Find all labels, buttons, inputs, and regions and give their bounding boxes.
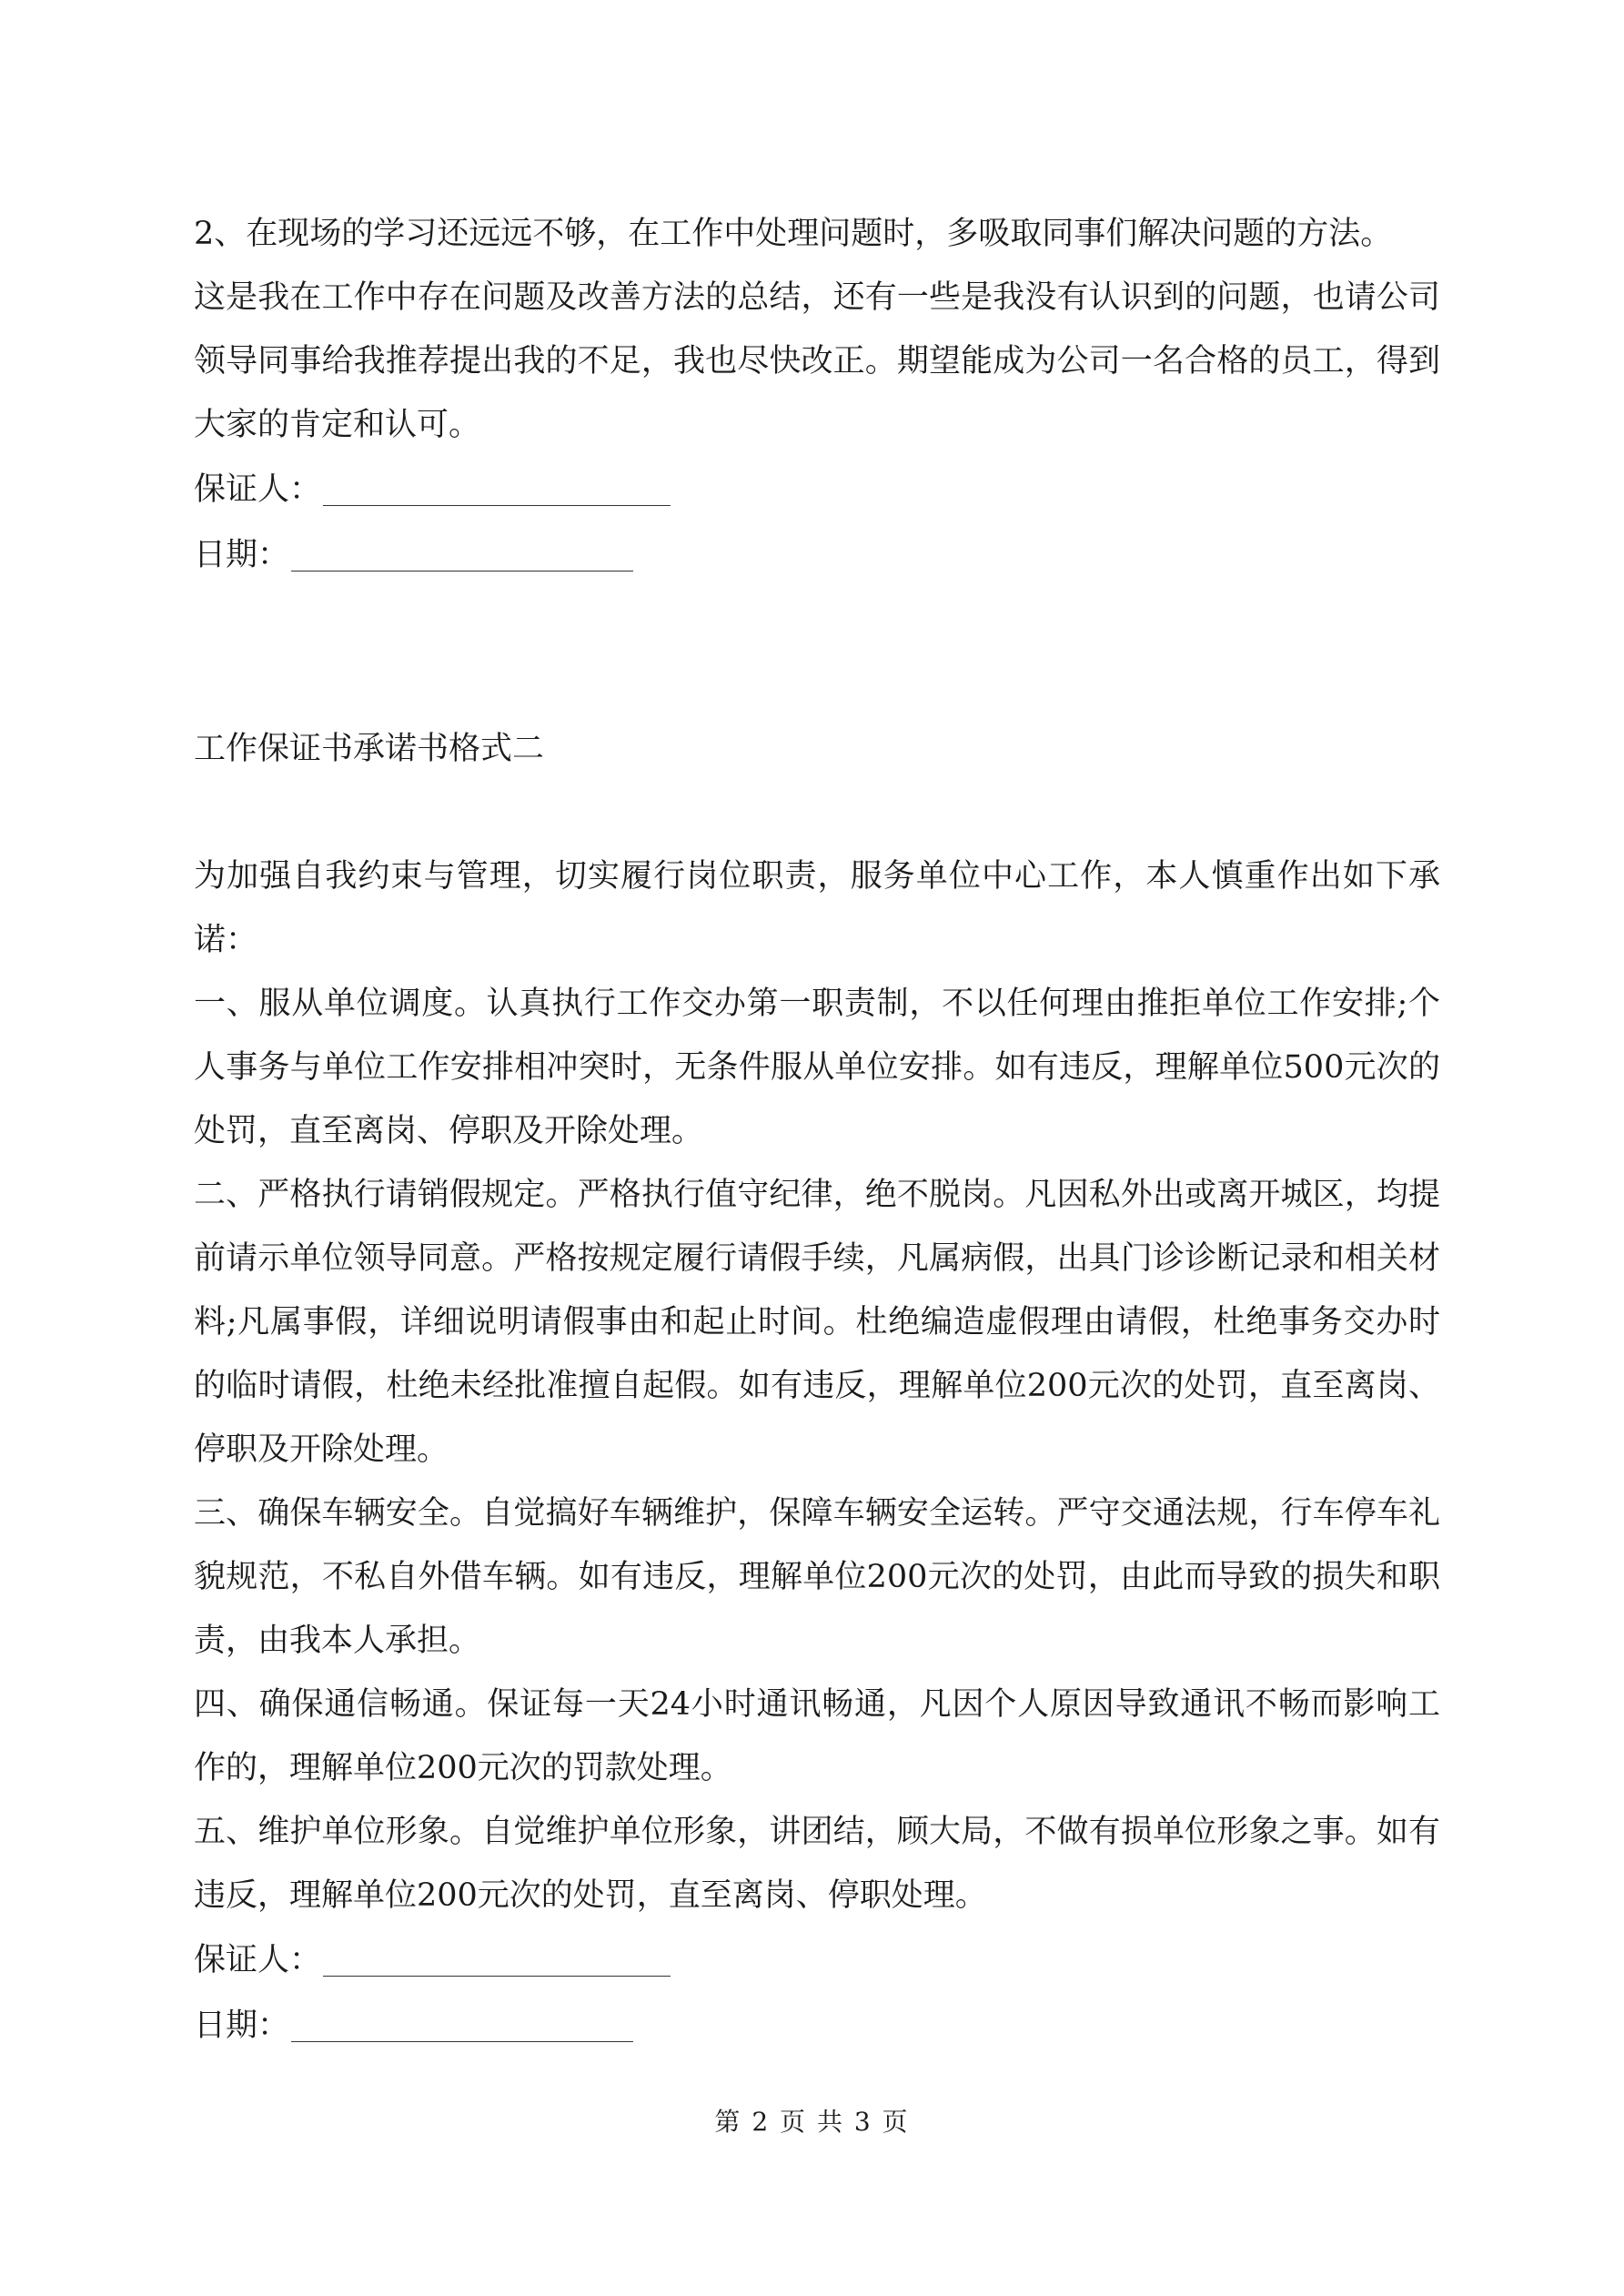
page-number-footer: 第 2 页 共 3 页 (714, 2107, 910, 2137)
signer-blank-line[interactable] (323, 470, 671, 506)
date-blank-line[interactable] (291, 2007, 633, 2042)
date-field (194, 1993, 1440, 2058)
paragraph: 三、确保车辆安全。自觉搞好车辆维护，保障车辆安全运转。严守交通法规，行车停车礼貌规范，不私自外借车辆。如有违反，理解单位200元次的处罚，由此而导致的损失和职责，由我本人承担。 (194, 1495, 1440, 1659)
signer-blank-line[interactable] (323, 1941, 671, 1977)
spacer (194, 781, 1440, 845)
paragraph: 二、严格执行请销假规定。严格执行值守纪律，绝不脱岗。凡因私外出或离开城区，均提前请示单位领导同意。严格按规定履行请假手续，凡属病假，出具门诊诊断记录和相关材料;凡属事假，详细说明请假事由和起止时间。杜绝编造虚假理由请假，杜绝事务交办时的临时请假，杜绝未经批准擅自起假。如有违反，理解单位200元次的处罚，直至离岗、停职及开除处理。 (194, 1177, 1440, 1468)
paragraph: 2、在现场的学习还远远不够，在工作中处理问题时，多吸取同事们解决问题的方法。 (194, 216, 1393, 252)
paragraph: 四、确保通信畅通。保证每一天24小时通讯畅通，凡因个人原因导致通讯不畅而影响工作的，理解单位200元次的罚款处理。 (194, 1686, 1440, 1786)
signer-label: 保证人： (194, 471, 322, 508)
paragraph: 一、服从单位调度。认真执行工作交办第一职责制，不以任何理由推拒单位工作安排;个人事务与单位工作安排相冲突时，无条件服从单位安排。如有违反，理解单位500元次的处罚，直至离岗、停职及开除处理。 (194, 986, 1440, 1149)
spacer (194, 588, 1440, 717)
signer-field (194, 1927, 1440, 1993)
date-field (194, 522, 1440, 588)
paragraph: 为加强自我约束与管理，切实履行岗位职责，服务单位中心工作，本人慎重作出如下承诺： (194, 858, 1440, 958)
date-blank-line[interactable] (291, 536, 633, 571)
section-title: 工作保证书承诺书格式二 (194, 731, 545, 767)
signer-field (194, 457, 1440, 522)
document-body (194, 202, 1440, 2058)
signer-label: 保证人： (194, 1942, 322, 1978)
date-label: 日期： (194, 537, 290, 573)
paragraph: 这是我在工作中存在问题及改善方法的总结，还有一些是我没有认识到的问题，也请公司领导同事给我推荐提出我的不足，我也尽快改正。期望能成为公司一名合格的员工，得到大家的肯定和认可。 (194, 279, 1440, 443)
paragraph: 五、维护单位形象。自觉维护单位形象，讲团结，顾大局，不做有损单位形象之事。如有违反，理解单位200元次的处罚，直至离岗、停职处理。 (194, 1814, 1440, 1914)
date-label: 日期： (194, 2008, 290, 2044)
